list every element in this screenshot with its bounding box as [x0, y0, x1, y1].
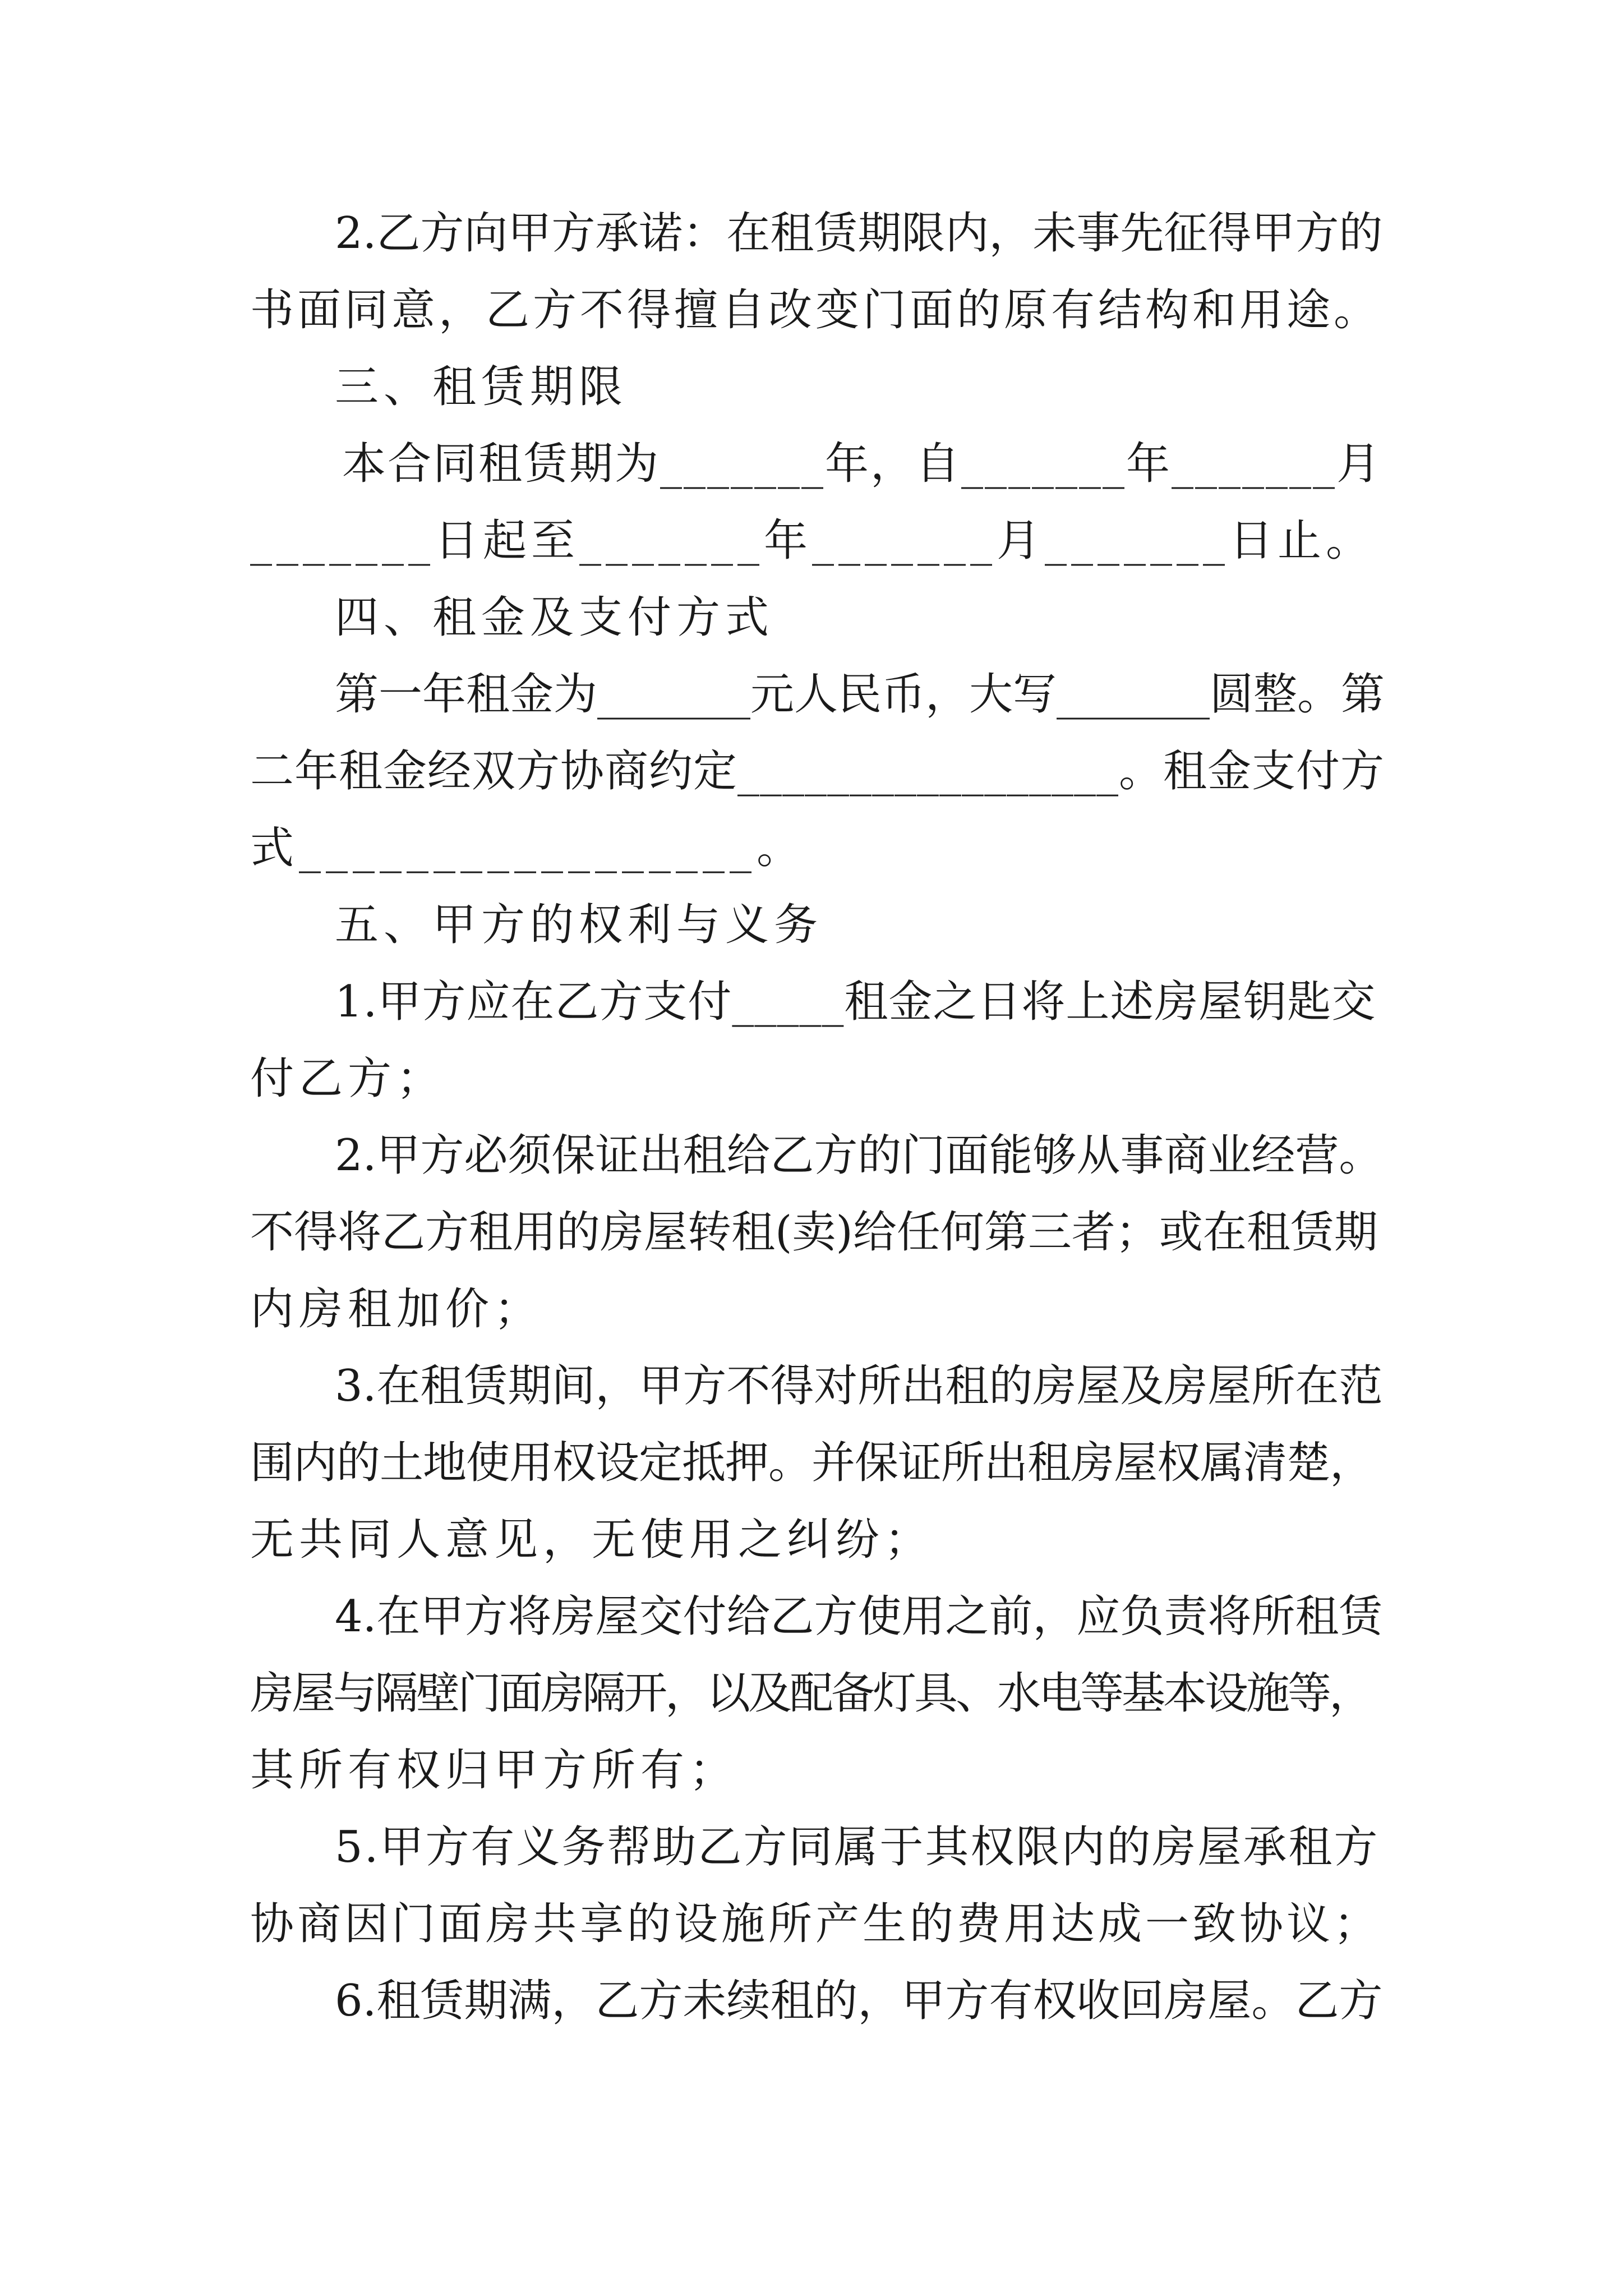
section-heading-3: 三、租赁期限 [335, 362, 628, 412]
text-line-24: 6.租赁期满，乙方未续租的，甲方有权收回房屋。乙方 [335, 1976, 1383, 2026]
text-line-22: 5.甲方有义务帮助乙方同属于其权限内的房屋承租方 [335, 1822, 1380, 1872]
text-line-14: 不得将乙方租用的房屋转租(卖)给任何第三者；或在租赁期 [250, 1207, 1378, 1258]
text-line-2: 书面同意，乙方不得擅自改变门面的原有结构和用途。 [250, 285, 1381, 335]
text-line-7: 第一年租金为_______元人民币，大写_______圆整。第 [335, 669, 1385, 720]
text-line-16: 3.在租赁期间，甲方不得对所出租的房屋及房屋所在范 [335, 1361, 1383, 1411]
text-line-5: _______日起至_______年_______月_______日止。 [250, 516, 1375, 566]
text-line-17: 围内的土地使用权设定抵押。并保证所出租房屋权属清楚， [250, 1438, 1373, 1488]
text-line-11: 1.甲方应在乙方支付_____租金之日将上述房屋钥匙交 [335, 977, 1376, 1027]
text-line-4: 本合同租赁期为_______年，自_______年_______月 [342, 439, 1382, 489]
text-line-21: 其所有权归甲方所有； [250, 1745, 739, 1796]
text-line-23: 协商因门面房共享的设施所产生的费用达成一致协议； [250, 1899, 1381, 1949]
text-line-1: 2.乙方向甲方承诺：在租赁期限内，未事先征得甲方的 [335, 208, 1383, 259]
section-heading-5: 五、甲方的权利与义务 [335, 900, 823, 950]
text-line-13: 2.甲方必须保证出租给乙方的门面能够从事商业经营。 [335, 1130, 1383, 1181]
text-line-15: 内房租加价； [250, 1284, 543, 1335]
text-line-19: 4.在甲方将房屋交付给乙方使用之前，应负责将所租赁 [335, 1591, 1383, 1642]
text-line-9: 式_________________。 [250, 823, 806, 873]
section-heading-4: 四、租金及支付方式 [335, 592, 774, 643]
text-line-8: 二年租金经双方协商约定_________________。租金支付方 [250, 746, 1385, 797]
text-line-12: 付乙方； [250, 1053, 446, 1104]
text-line-20: 房屋与隔壁门面房隔开，以及配备灯具、水电等基本设施等， [250, 1668, 1371, 1719]
text-line-18: 无共同人意见，无使用之纠纷； [250, 1515, 934, 1565]
